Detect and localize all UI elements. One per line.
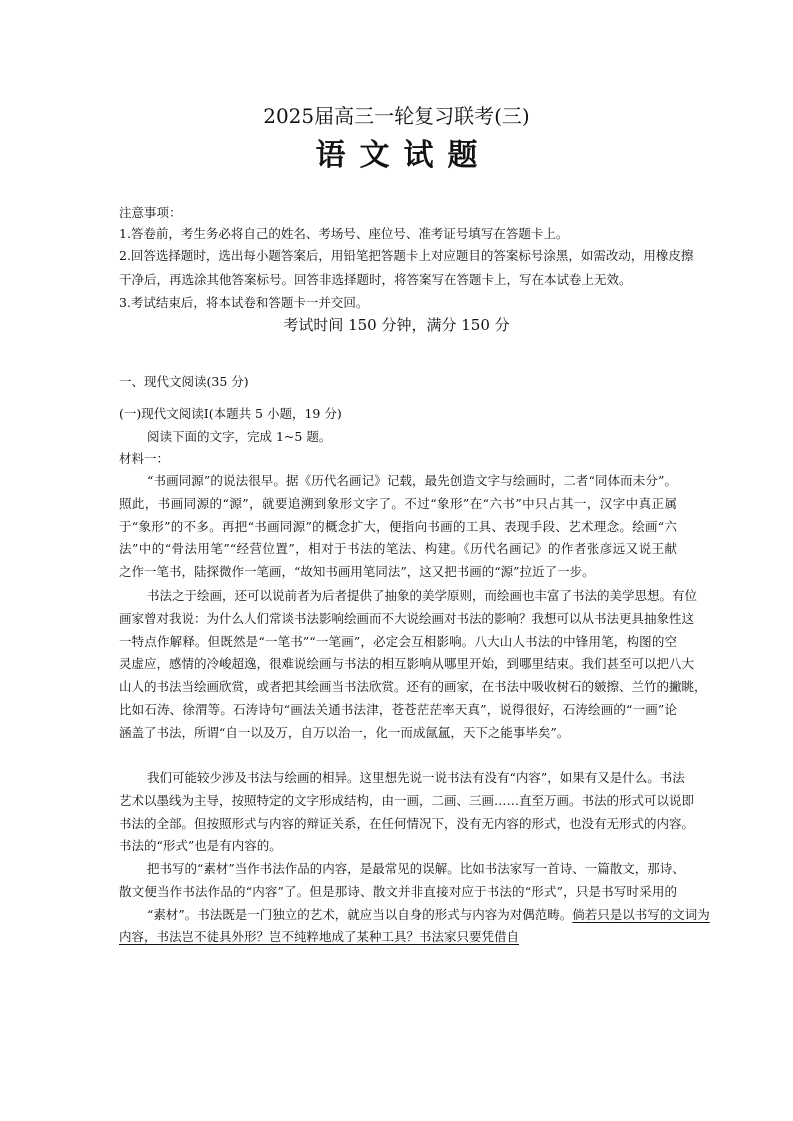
paragraph-line: [119, 634, 677, 650]
paragraph-line: [119, 884, 677, 900]
notice-line: 3.考试结束后，将本试卷和答题卡一并交回。: [119, 295, 369, 310]
paragraph-line: [119, 792, 695, 809]
paragraph-line: [119, 929, 677, 945]
line-text: 艺术以墨线为主导，按照特定的文字形成结构，由一画，二画、三画……直至万画。书法的形式可以说即: [119, 792, 695, 808]
paragraph-line: [119, 564, 677, 580]
line-text: 涵盖了书法，所谓“自一以及万，自万以治一，化一而成氤氲，天下之能事毕矣”。: [119, 724, 570, 740]
paragraph-line: [119, 861, 685, 877]
paragraph-line: [119, 725, 677, 741]
line-text: 比如石涛、徐渭等。石涛诗句“画法关通书法津，苍苍茫茫率天真”，说得很好，石涛绘画的“一画”论: [119, 702, 677, 717]
line-text: “书画同源”的说法很早。据《历代名画记》记载，最先创造文字与绘画时，二者“同体而未分”。: [147, 473, 677, 488]
line-text: 书法之于绘画，还可以说前者为后者提供了抽象的美学原则，而绘画也丰富了书法的美学思想。有位: [147, 588, 698, 603]
paragraph-line: [119, 496, 677, 512]
exam-subject-title: 语文试题: [315, 138, 492, 173]
line-text: 照此，书画同源的“源”，就要追溯到象形文字了。不过“象形”在“六书”中只占其一，汉字中真正属: [119, 495, 677, 511]
underlined-text: 倘若只是以书写的文词为: [572, 906, 710, 922]
paragraph-line: [119, 679, 707, 695]
exam-time: 考试时间 150 分钟，满分 150 分: [283, 316, 510, 334]
section-heading: 一、现代文阅读(35 分): [119, 374, 249, 389]
line-text: 把书写的“素材”当作书法作品的内容，是最常见的误解。比如书法家写一首诗、一篇散文，那诗、: [147, 861, 685, 876]
line-text: “素材”。书法既是一门独立的艺术，就应当以自身的形式与内容为对偶范畴。: [147, 906, 573, 922]
line-text: 我们可能较少涉及书法与绘画的相异。这里想先说一说书法有没有“内容”，如果有又是什么。书法: [147, 770, 685, 785]
paragraph-line: [119, 906, 710, 923]
line-text: 之作一笔书，陆探微作一笔画，“故知书画用笔同法”，这又把书画的“源”拉近了一步。: [119, 564, 595, 580]
line-text: 画家曾对我说：为什么人们常谈书法影响绘画而不大说绘画对书法的影响？我想可以从书法更具抽象性这: [119, 610, 695, 626]
paragraph-line: [119, 770, 685, 786]
paragraph-line: [119, 702, 677, 718]
line-text: 法”中的“骨法用笔”“经营位置”，相对于书法的笔法、构建。《历代名画记》的作者张彦远又说王献: [119, 541, 677, 557]
line-text: 一特点作解释。但既然是“一笔书”“一笔画”，必定会互相影响。八大山人书法的中锋用笔，构图的空: [119, 633, 677, 649]
subsection-heading: (一)现代文阅读Ⅰ(本题共 5 小题，19 分): [119, 406, 342, 421]
line-text: 书法的全部。但按照形式与内容的辩证关系，在任何情况下，没有无内容的形式，也没有无形式的内容。: [119, 815, 695, 831]
paragraph-line: [119, 588, 698, 604]
paragraph-line: [119, 838, 677, 854]
line-text: 灵虚应，感情的冷峻超逸，很难说绘画与书法的相互影响从哪里开始，到哪里结束。我们甚至可以把八大: [119, 656, 695, 672]
exam-series-title: 2025届高三一轮复习联考(三): [263, 104, 530, 128]
paragraph-line: [119, 610, 695, 627]
line-text: 书法的“形式”也是有内容的。: [119, 838, 282, 854]
paragraph-line: [119, 815, 695, 832]
notice-line: 2.回答选择题时，选出每小题答案后，用铅笔把答题卡上对应题目的答案标号涂黑，如需改动，用橡皮擦: [119, 248, 694, 263]
notice-line: 干净后，再选涂其他答案标号。回答非选择题时，将答案写在答题卡上，写在本试卷上无效。: [119, 272, 632, 287]
paragraph-line: [119, 519, 677, 535]
material-label: 材料一：: [119, 451, 170, 466]
paragraph-line: [119, 656, 695, 672]
line-text: 散文便当作书法作品的“内容”了。但是那诗、散文并非直接对应于书法的“形式”，只是书写时采用的: [119, 883, 677, 899]
notice-heading: 注意事项：: [119, 205, 182, 220]
paragraph-line: [119, 541, 677, 557]
line-text: 于“象形”的不多。再把“书画同源”的概念扩大，便指向书画的工具、表现手段、艺术理念。绘画“六: [119, 518, 677, 534]
instruction: 阅读下面的文字，完成 1~5 题。: [147, 429, 332, 444]
line-text: 山人的书法当绘画欣赏，或者把其绘画当书法欣赏。还有的画家，在书法中吸收树石的皴擦、兰竹的撇眺，: [119, 679, 707, 695]
paragraph-line: [119, 473, 677, 489]
notice-line: 1.答卷前，考生务必将自己的姓名、考场号、座位号、准考证号填写在答题卡上。: [119, 226, 569, 241]
underlined-text: 内容，书法岂不徒具外形？岂不纯粹地成了某种工具？书法家只要凭借自: [119, 929, 520, 945]
